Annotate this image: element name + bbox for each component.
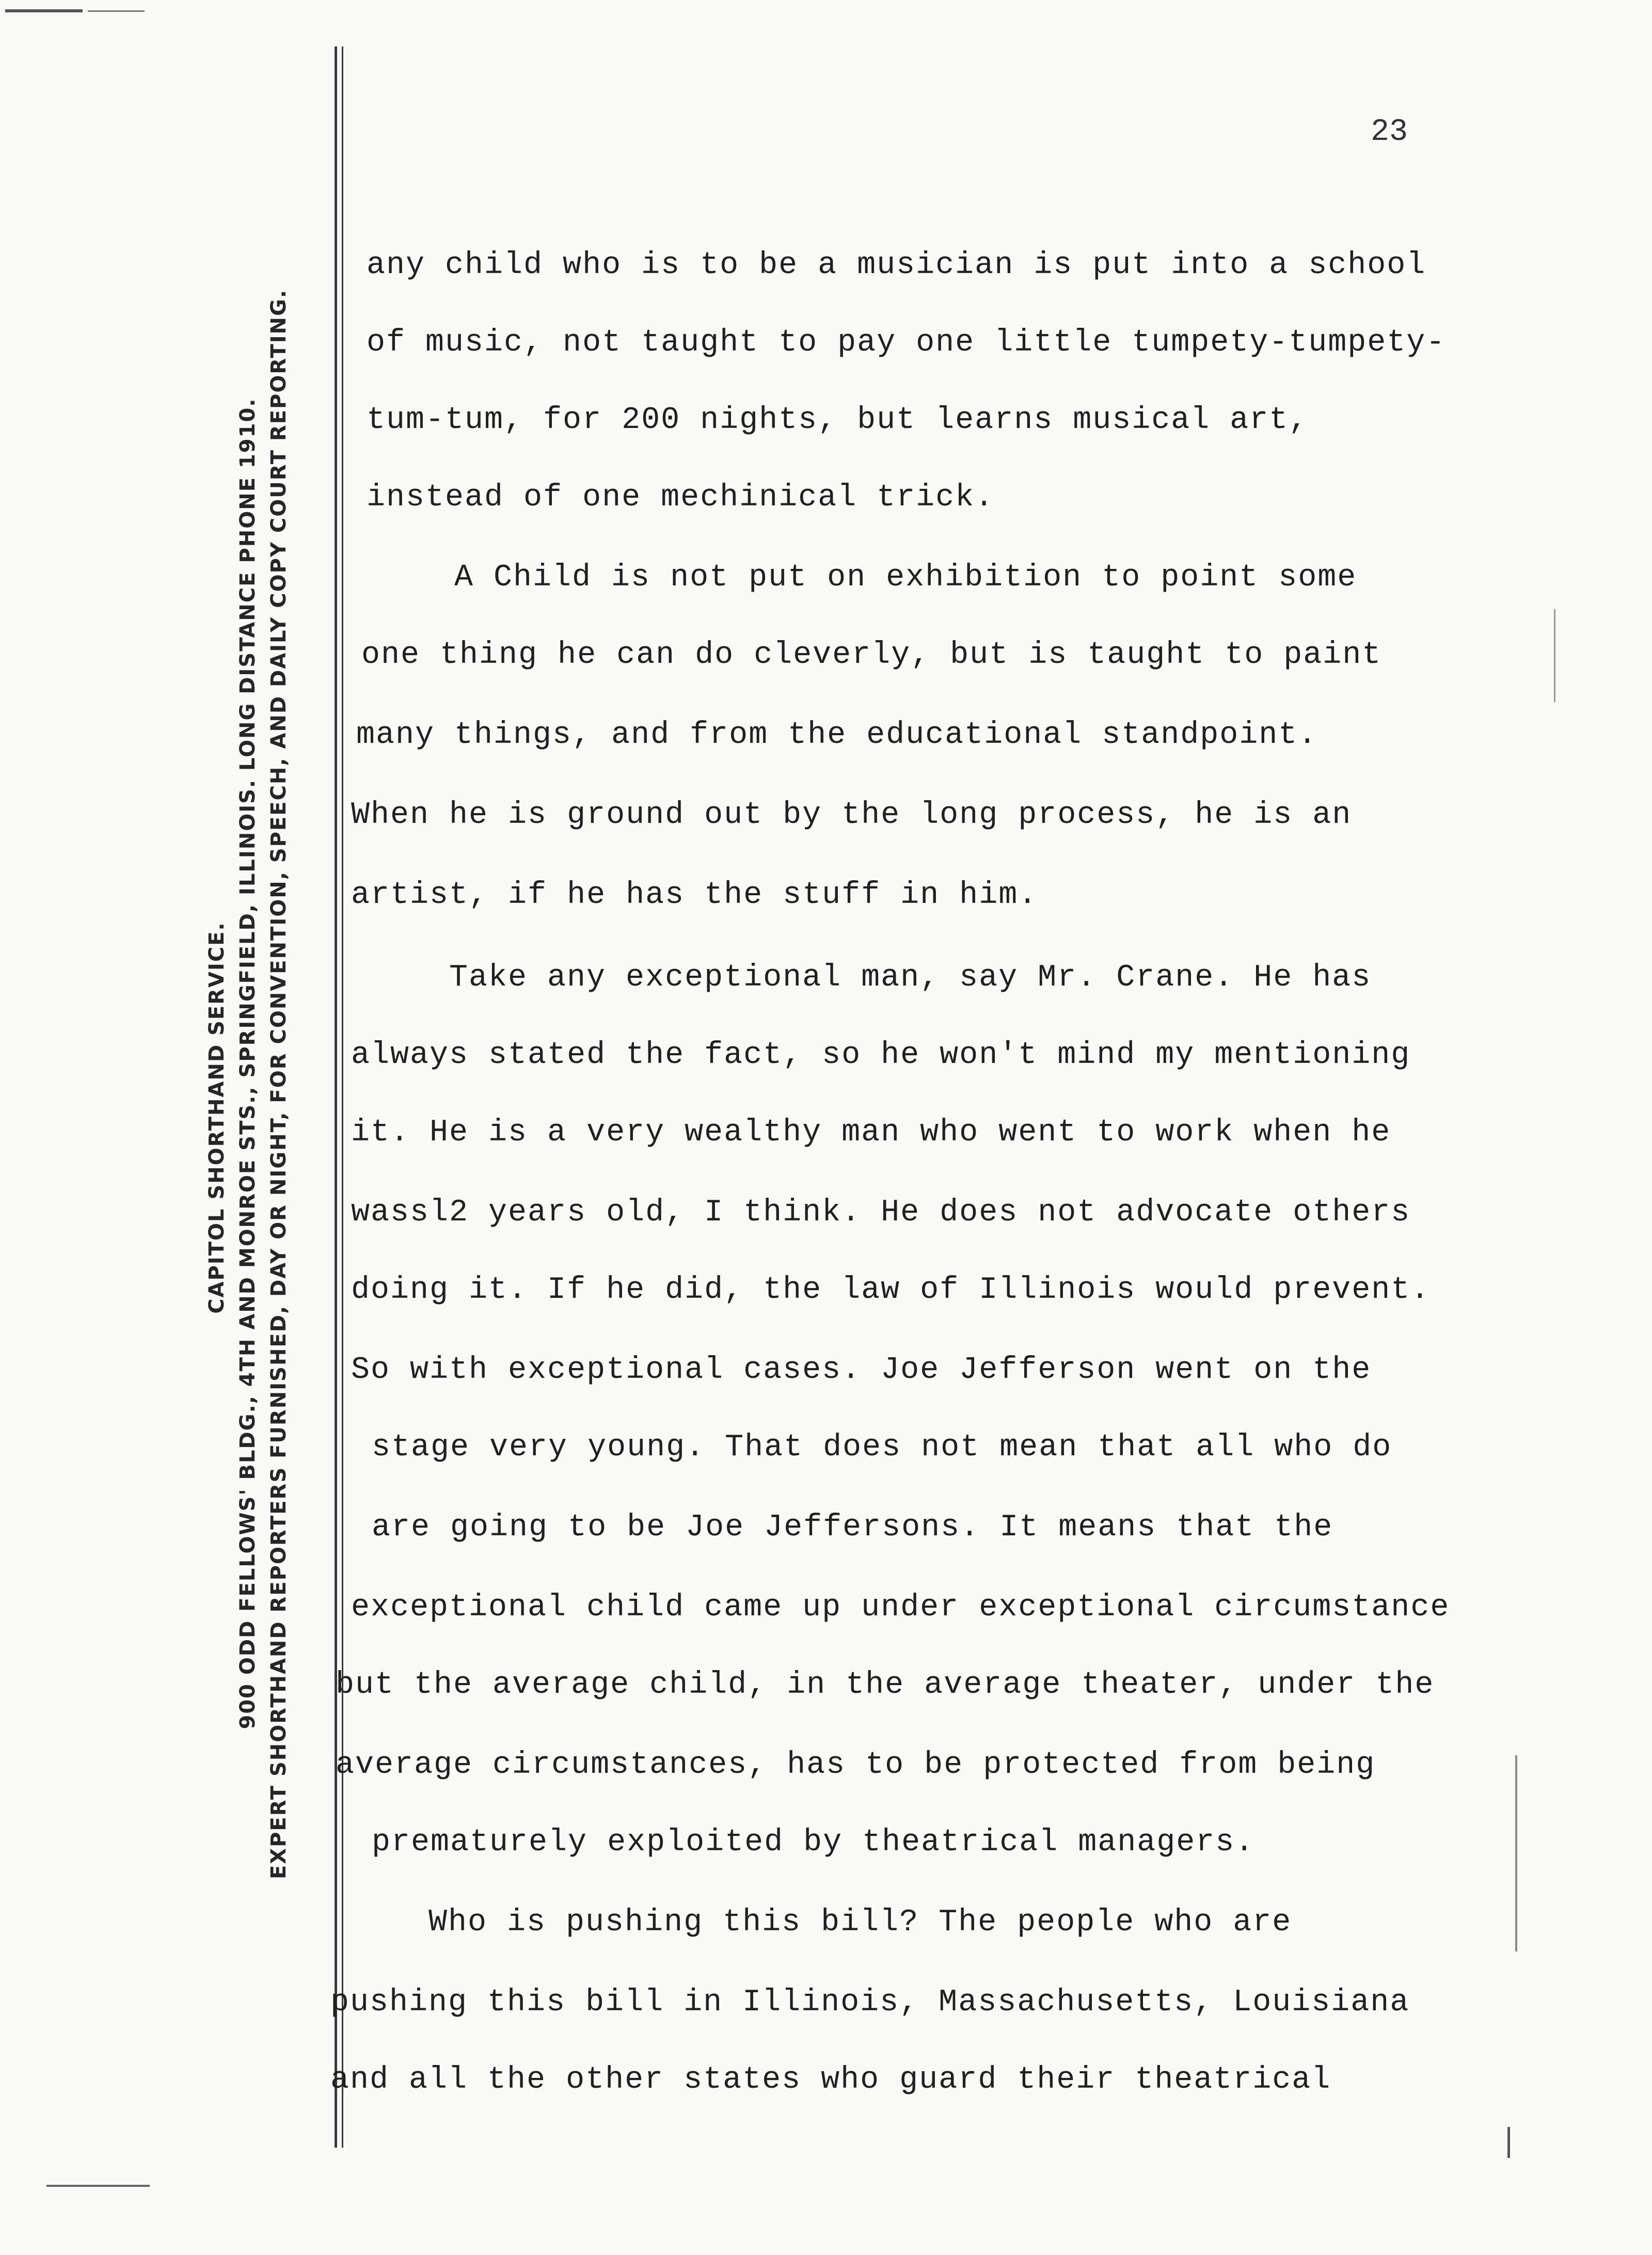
text-line: and all the other states who guard their theatrical <box>330 2062 1331 2098</box>
text-line: So with exceptional cases. Joe Jefferson went on the <box>351 1353 1372 1388</box>
text-line: are going to be Joe Jeffersons. It means that the <box>372 1510 1333 1545</box>
text-line: instead of one mechinical trick. <box>367 480 995 515</box>
letterhead-address: 900 ODD FELLOWS' BLDG., 4TH AND MONROE STS., SPRINGFIELD, ILLINOIS. LONG DISTANCE PHONE 1910. <box>236 398 260 1729</box>
text-line: doing it. If he did, the law of Illinois would prevent. <box>351 1273 1431 1308</box>
scan-mark-right-2 <box>1554 609 1555 702</box>
text-line: but the average child, in the average theater, under the <box>336 1668 1435 1703</box>
scan-mark-top-left <box>5 9 83 12</box>
text-line: artist, if he has the stuff in him. <box>351 878 1038 913</box>
margin-rule <box>335 46 337 2148</box>
margin-rule-inner <box>342 46 343 2148</box>
text-line: any child who is to be a musician is put into a school <box>367 248 1426 283</box>
text-line: pushing this bill in Illinois, Massachusetts, Louisiana <box>330 1985 1410 2020</box>
text-line: one thing he can do cleverly, but is taught to paint <box>361 638 1382 673</box>
letterhead-company-name: CAPITOL SHORTHAND SERVICE. <box>205 922 229 1314</box>
text-line: exceptional child came up under exceptional circumstance <box>351 1590 1450 1625</box>
text-line: A Child is not put on exhibition to point some <box>454 560 1357 595</box>
text-line: wassl2 years old, I think. He does not advocate others <box>351 1195 1411 1230</box>
page-number: 23 <box>1371 115 1408 150</box>
scan-mark-bottom-left <box>46 2185 150 2187</box>
text-line: always stated the fact, so he won't mind my mentioning <box>351 1038 1411 1073</box>
scan-mark-right-3 <box>1507 2127 1510 2158</box>
text-line: of music, not taught to pay one little tumpety-tumpety- <box>367 325 1446 360</box>
text-line: Who is pushing this bill? The people who are <box>428 1905 1292 1940</box>
text-line: average circumstances, has to be protected from being <box>336 1748 1376 1783</box>
text-line: Take any exceptional man, say Mr. Crane. He has <box>449 960 1372 995</box>
text-line: tum-tum, for 200 nights, but learns musical art, <box>367 403 1309 438</box>
text-line: prematurely exploited by theatrical managers. <box>372 1825 1255 1860</box>
text-line: many things, and from the educational standpoint. <box>356 718 1318 753</box>
scan-mark-top-left-2 <box>88 10 145 12</box>
letterhead-services: EXPERT SHORTHAND REPORTERS FURNISHED, DAY OR NIGHT, FOR CONVENTION, SPEECH, AND DAILY COPY COURT REPORTING. <box>267 289 291 1880</box>
text-line: it. He is a very wealthy man who went to work when he <box>351 1115 1391 1150</box>
text-line: stage very young. That does not mean that all who do <box>372 1430 1392 1465</box>
text-line: When he is ground out by the long process, he is an <box>351 798 1352 833</box>
scan-mark-right <box>1515 1755 1517 1951</box>
